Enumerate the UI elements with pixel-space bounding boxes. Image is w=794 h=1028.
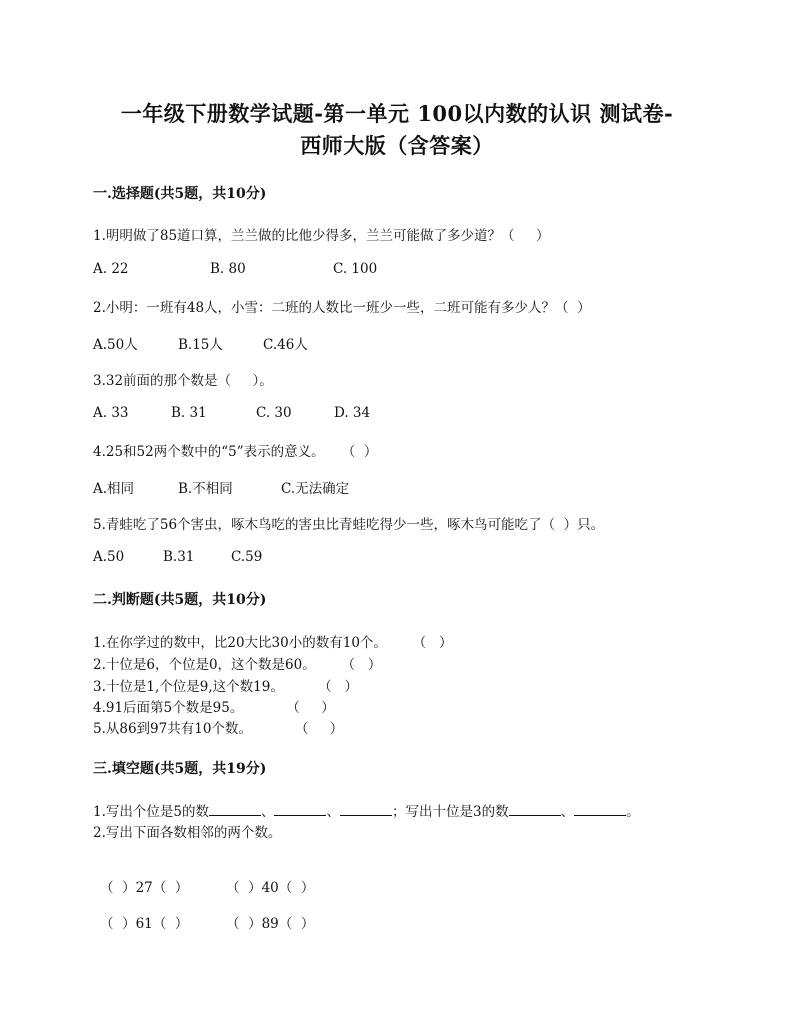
option-c: C. 30 [256, 405, 292, 421]
section-heading-fill: 三.填空题(共5题，共19分) [93, 761, 267, 777]
option-b: B. 31 [171, 405, 207, 421]
option-a: A. 22 [93, 261, 129, 277]
question-text: 2.小明：一班有48人，小雪：二班的人数比一班少一些，二班可能有多少人？（ ） [93, 300, 591, 316]
neighbor-number-blank: （ ）40（ ） [226, 880, 315, 896]
neighbor-number-blank: （ ）61（ ） [100, 916, 189, 932]
question-text: 4.25和52两个数中的“5”表示的意义。 （ ） [93, 444, 378, 460]
fill-question-1-text: 1.写出个位是5的数 [93, 804, 209, 820]
neighbor-number-blank: （ ）89（ ） [226, 916, 315, 932]
answer-blank[interactable] [209, 801, 261, 816]
option-a: A. 33 [93, 405, 129, 421]
option-c: C.无法确定 [281, 481, 350, 497]
fill-question-1-text: ；写出十位是3的数 [391, 804, 509, 820]
separator: 、 [260, 804, 275, 820]
separator: 、 [560, 804, 575, 820]
judgement-item: 2.十位是6，个位是0，这个数是60。 （ ） [93, 657, 382, 673]
answer-blank[interactable] [274, 801, 326, 816]
option-b: B.31 [163, 549, 195, 565]
option-b: B. 80 [210, 261, 246, 277]
option-d: D. 34 [334, 405, 371, 421]
judgement-item: 4.91后面第5个数是95。 （ ） [93, 700, 335, 716]
option-c: C.46人 [263, 337, 308, 353]
period: 。 [626, 804, 640, 820]
judgement-item: 5.从86到97共有10个数。 （ ） [93, 721, 344, 737]
judgement-item: 3.十位是1,个位是9,这个数19。 （ ） [93, 679, 359, 695]
option-b: B.不相同 [178, 481, 233, 497]
separator: 、 [326, 804, 340, 820]
option-a: A.50人 [93, 337, 138, 353]
fill-question-2: 2.写出下面各数相邻的两个数。 [93, 825, 282, 841]
option-c: C.59 [231, 549, 263, 565]
fill-question-1 [93, 800, 640, 820]
page-title-line-2: 西师大版（含答案） [300, 133, 494, 158]
option-c: C. 100 [333, 261, 378, 277]
neighbor-number-blank: （ ）27（ ） [100, 880, 189, 896]
question-text: 5.青蛙吃了56个害虫，啄木鸟吃的害虫比青蛙吃得少一些，啄木鸟可能吃了（ ）只。 [93, 517, 605, 533]
question-text: 1.明明做了85道口算，兰兰做的比他少得多，兰兰可能做了多少道？（ ） [93, 228, 550, 244]
question-text: 3.32前面的那个数是（ ）。 [93, 373, 273, 389]
judgement-item: 1.在你学过的数中，比20大比30小的数有10个。 （ ） [93, 635, 453, 651]
section-heading-judgement: 二.判断题(共5题，共10分) [93, 592, 267, 608]
option-a: A.50 [93, 549, 125, 565]
section-heading-choice: 一.选择题(共5题，共10分) [93, 186, 267, 202]
answer-blank[interactable] [574, 801, 626, 816]
page-title-line-1: 一年级下册数学试题-第一单元 100以内数的认识 测试卷- [120, 101, 674, 126]
option-b: B.15人 [178, 337, 223, 353]
answer-blank[interactable] [509, 801, 561, 816]
answer-blank[interactable] [340, 801, 392, 816]
option-a: A.相同 [93, 481, 135, 497]
